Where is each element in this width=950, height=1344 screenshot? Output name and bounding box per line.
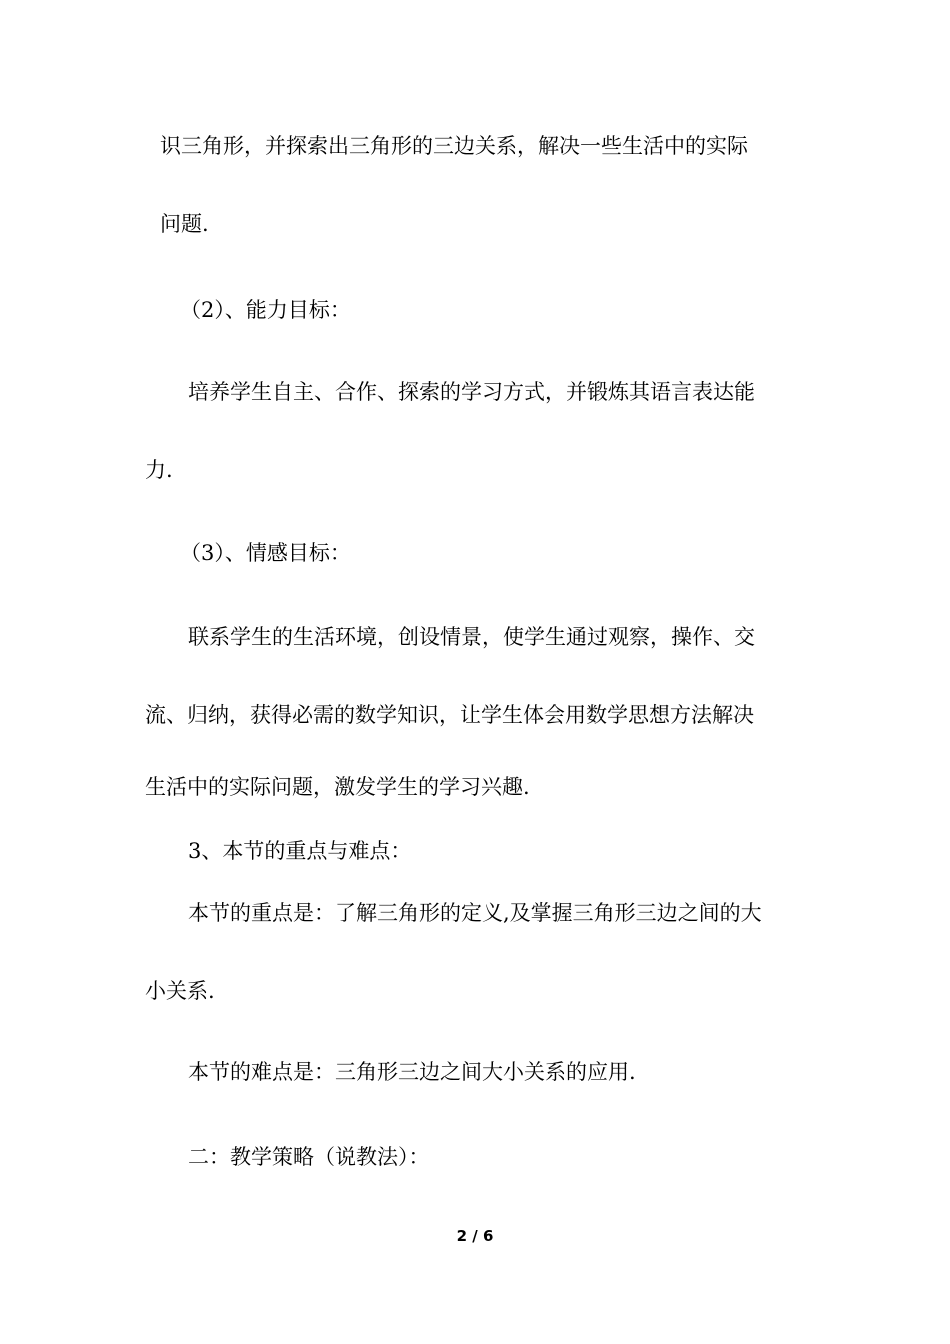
text-line: 力. [145,458,173,482]
text-line: 生活中的实际问题，激发学生的学习兴趣. [145,775,530,799]
section-heading: 3、本节的重点与难点： [188,839,412,863]
text-line: 流、归纳，获得必需的数学知识，让学生体会用数学思想方法解决 [145,703,754,727]
section-heading: （3）、情感目标： [180,541,351,565]
section-heading: （2）、能力目标： [180,298,351,322]
page-number: 2 / 6 [456,1227,494,1245]
text-line: 联系学生的生活环境，创设情景，使学生通过观察，操作、交 [188,625,755,649]
text-line: 小关系. [145,979,215,1003]
section-heading: 二：教学策略（说教法）： [188,1145,430,1169]
text-line: 问题. [160,212,209,236]
text-line: 培养学生自主、合作、探索的学习方式，并锻炼其语言表达能 [188,380,755,404]
text-line: 识三角形，并探索出三角形的三边关系，解决一些生活中的实际 [160,134,748,158]
text-line: 本节的重点是：了解三角形的定义,及掌握三角形三边之间的大 [188,901,762,925]
text-line: 本节的难点是：三角形三边之间大小关系的应用. [188,1060,636,1084]
